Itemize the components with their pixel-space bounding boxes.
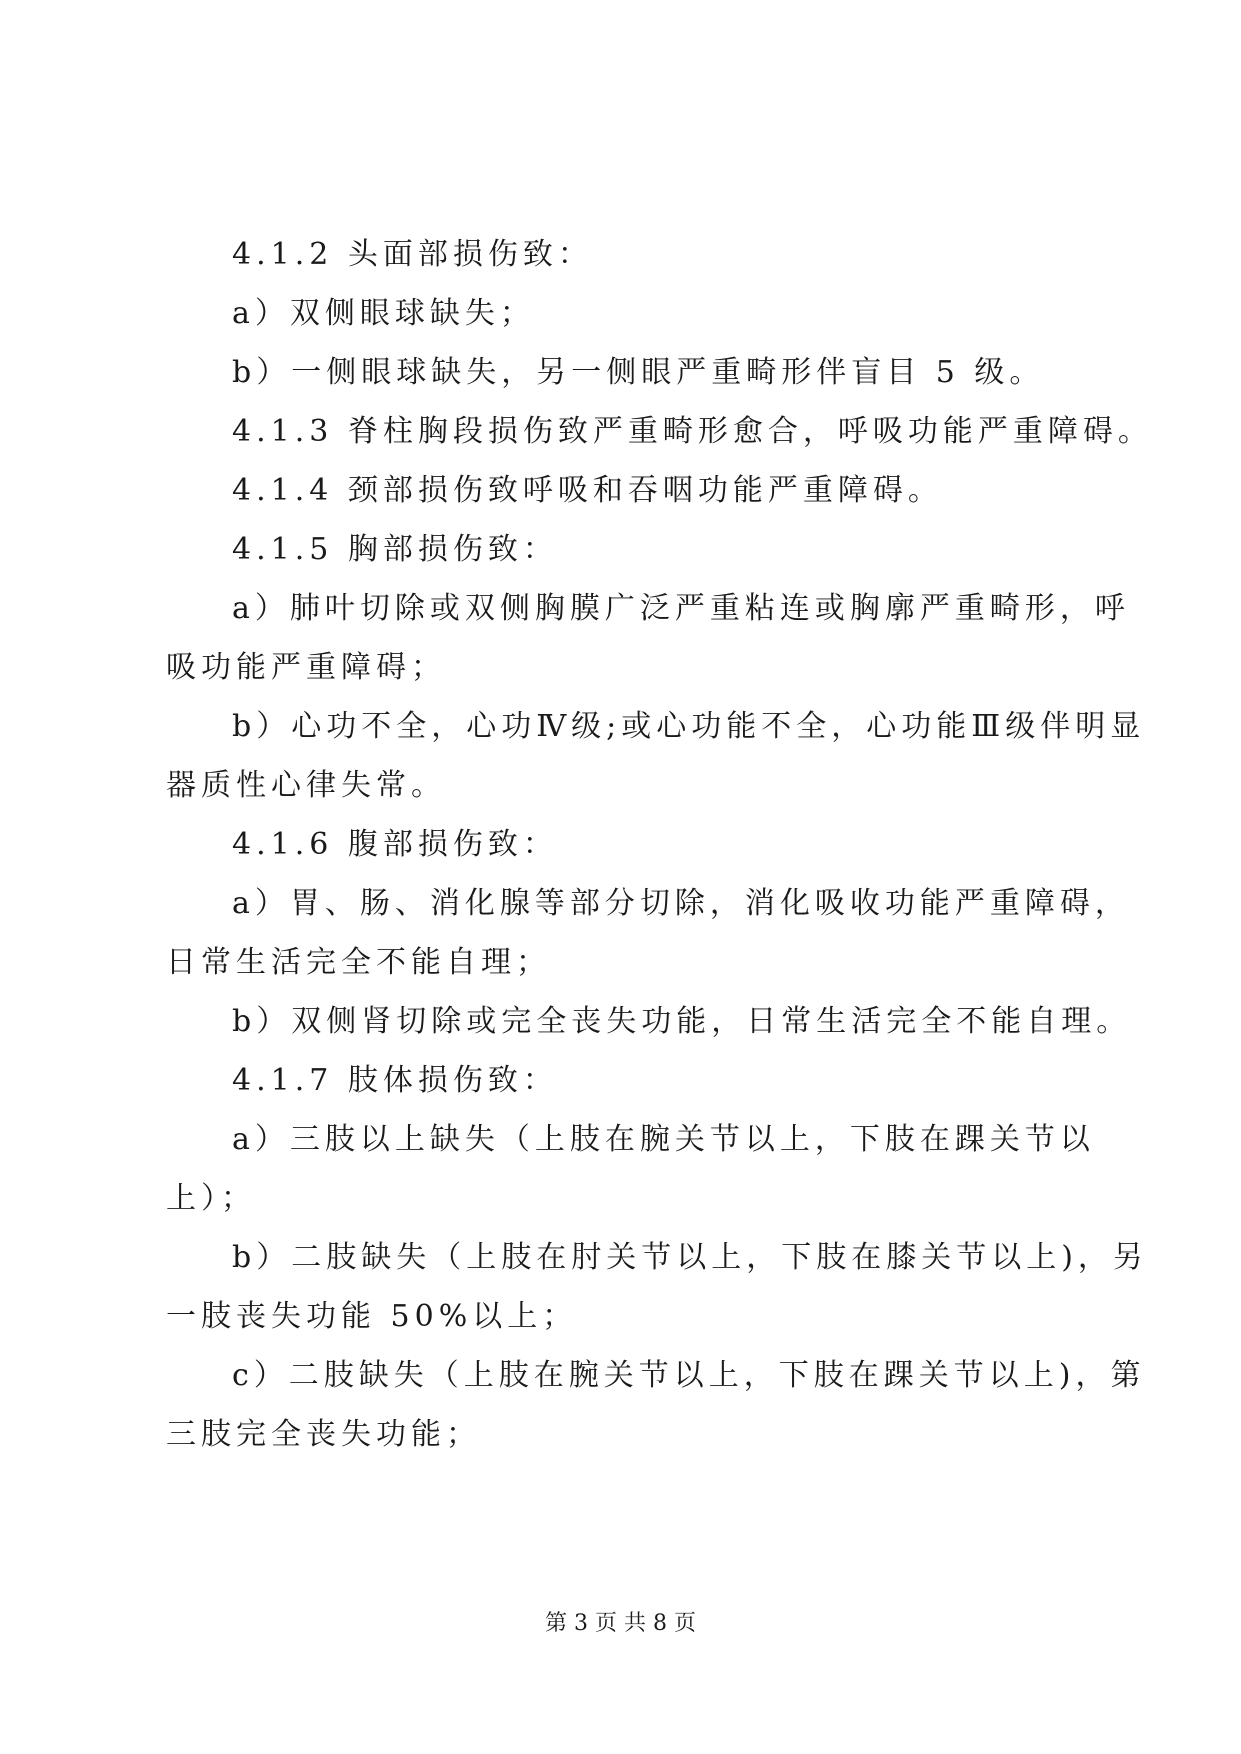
clause-item: b）心功不全，心功Ⅳ级;或心功能不全，心功能Ⅲ级伴明显 (232, 709, 1146, 744)
clause-item: a）双侧眼球缺失； (232, 296, 535, 331)
clause-item-continuation: 一肢丧失功能 50%以上； (166, 1299, 578, 1334)
clause-item: b）一侧眼球缺失，另一侧眼严重畸形伴盲目 5 级。 (232, 355, 1045, 390)
clause-item: a）肺叶切除或双侧胸膜广泛严重粘连或胸廓严重畸形，呼 (232, 591, 1130, 626)
clause-heading-4-1-5: 4.1.5 胸部损伤致： (232, 532, 558, 567)
clause-item-continuation: 上）； (166, 1181, 256, 1216)
document-body (166, 236, 1153, 1475)
clause-item: c）二肢缺失（上肢在腕关节以上，下肢在踝关节以上)，第 (232, 1358, 1146, 1393)
clause-heading-4-1-4: 4.1.4 颈部损伤致呼吸和吞咽功能严重障碍。 (232, 473, 943, 508)
page-number-footer: 第 3 页 共 8 页 (545, 1611, 696, 1636)
clause-item-continuation: 日常生活完全不能自理； (166, 945, 551, 980)
clause-item: b）双侧肾切除或完全丧失功能，日常生活完全不能自理。 (232, 1004, 1132, 1039)
clause-heading-4-1-7: 4.1.7 肢体损伤致： (232, 1063, 558, 1098)
clause-item: b）二肢缺失（上肢在肘关节以上，下肢在膝关节以上)，另 (232, 1240, 1148, 1275)
clause-item: a）三肢以上缺失（上肢在腕关节以上，下肢在踝关节以 (232, 1122, 1095, 1157)
clause-item: a）胃、肠、消化腺等部分切除，消化吸收功能严重障碍， (232, 886, 1130, 921)
clause-item-continuation: 吸功能严重障碍； (166, 650, 446, 685)
clause-item-continuation: 三肢完全丧失功能； (166, 1417, 481, 1452)
clause-heading-4-1-2: 4.1.2 头面部损伤致： (232, 237, 593, 272)
clause-heading-4-1-3: 4.1.3 脊柱胸段损伤致严重畸形愈合，呼吸功能严重障碍。 (232, 414, 1153, 449)
clause-heading-4-1-6: 4.1.6 腹部损伤致： (232, 827, 558, 862)
clause-item-continuation: 器质性心律失常。 (166, 768, 446, 803)
